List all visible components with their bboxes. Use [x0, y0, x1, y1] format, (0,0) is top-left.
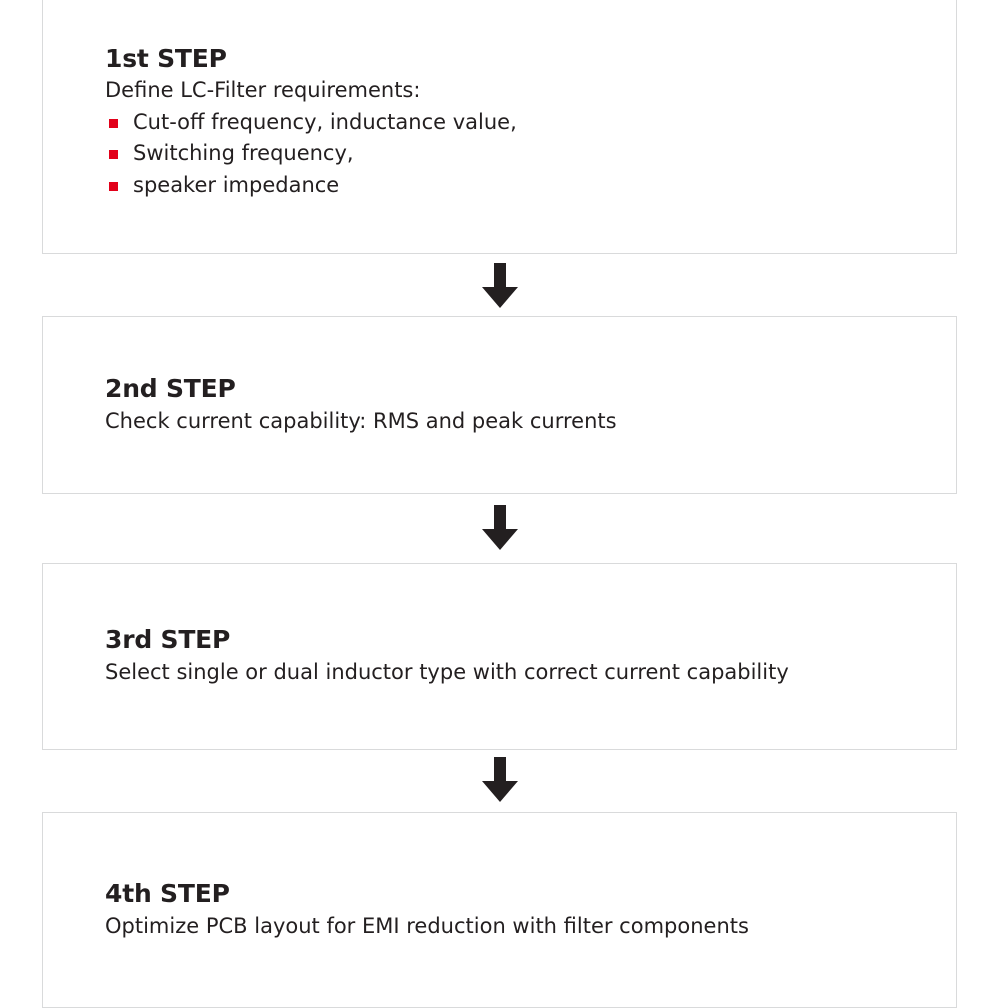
- step-title: 3rd STEP: [105, 625, 231, 655]
- square-bullet-icon: [109, 150, 118, 159]
- down-arrow-icon: [480, 505, 520, 551]
- list-item: [105, 138, 956, 170]
- step-description: Optimize PCB layout for EMI reduction with filter components: [105, 913, 749, 938]
- step-description: Select single or dual inductor type with correct current capability: [105, 660, 789, 685]
- list-item-label: Switching frequency,: [133, 141, 354, 166]
- down-arrow-icon: [480, 757, 520, 803]
- down-arrow-icon: [480, 263, 520, 309]
- step-description: Check current capability: RMS and peak currents: [105, 408, 617, 433]
- square-bullet-icon: [109, 182, 118, 191]
- step-title: 1st STEP: [105, 43, 227, 73]
- connector-arrow-3: [0, 757, 1000, 807]
- list-item: [105, 107, 956, 139]
- list-item: [105, 170, 956, 202]
- step-box-3: [42, 563, 957, 750]
- step-title: 2nd STEP: [105, 373, 236, 403]
- connector-arrow-1: [0, 263, 1000, 313]
- step-title: 4th STEP: [105, 878, 230, 908]
- step-bullet-list: [105, 107, 956, 202]
- connector-arrow-2: [0, 505, 1000, 555]
- list-item-label: Cut-off frequency, inductance value,: [133, 109, 517, 134]
- step-box-2: [42, 316, 957, 494]
- step-description: Define LC-Filter requirements:: [105, 78, 421, 103]
- square-bullet-icon: [109, 119, 118, 128]
- step-box-4: [42, 812, 957, 1008]
- step-box-1: [42, 0, 957, 254]
- list-item-label: speaker impedance: [133, 172, 340, 197]
